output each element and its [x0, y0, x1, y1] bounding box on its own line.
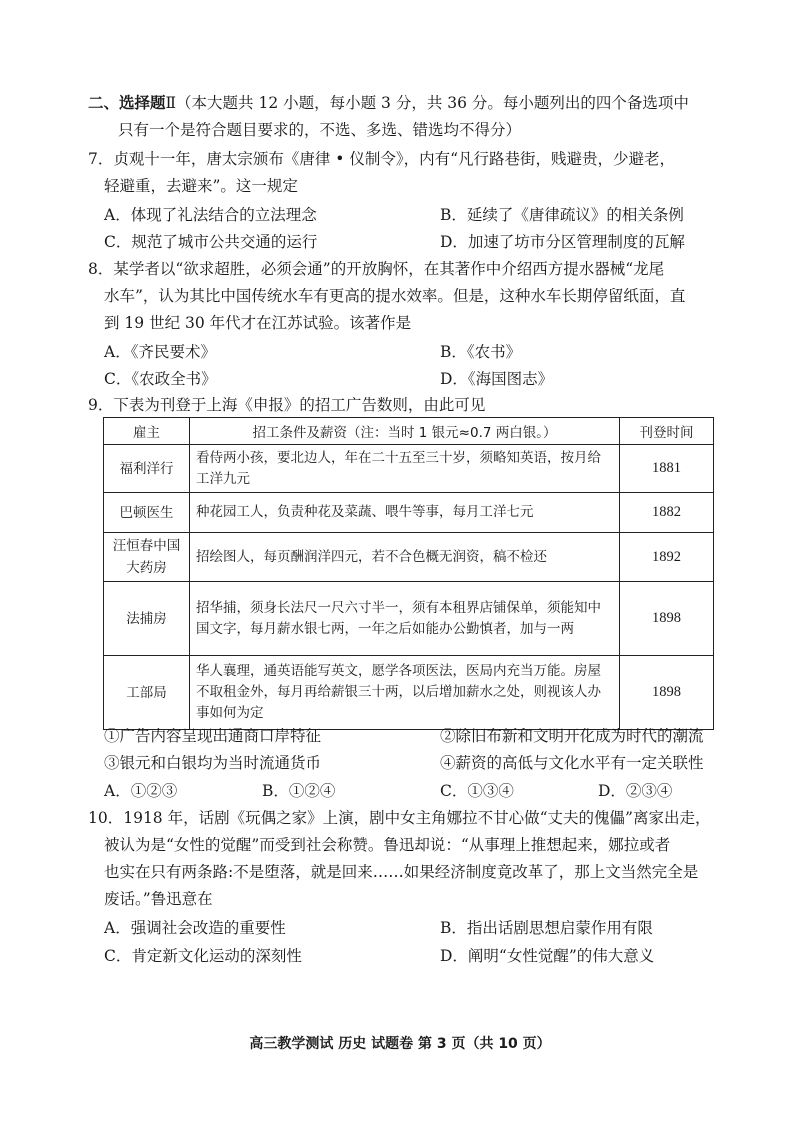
- q9-stem: 9．下表为刊登于上海《申报》的招工广告数则，由此可见: [88, 396, 486, 414]
- condition-cell: 招华捕，须身长法尺一尺六寸半一，须有本租界店铺保单，须能知中国文字，每月薪水银七两，一年之后如能办公勤慎者，加与一两: [190, 582, 620, 656]
- condition-cell: 华人襄理，通英语能写英文，愿学各项医法，医局内充当万能。房屋不取租金外，每月再给薪银三十两，以后增加薪水之处，则视该人办事如何为定: [190, 656, 620, 730]
- header-condition: 招工条件及薪资（注：当时 1 银元≈0.7 两白银。）: [190, 418, 620, 445]
- q8-stem-line1: 8．某学者以“欲求超胜，必须会通”的开放胸怀，在其著作中介绍西方提水器械“龙尾: [88, 260, 665, 278]
- q9-statement-1: ①广告内容呈现出通商口岸特征: [104, 727, 322, 745]
- q9-option-a: A．①②③: [104, 782, 178, 800]
- q8-option-b: B．《农书》: [440, 343, 522, 361]
- q10-stem-line2: 被认为是“女性的觉醒”而受到社会称赞。鲁迅却说：“从事理上推想起来，娜拉或者: [104, 836, 671, 854]
- q9-statement-4: ④薪资的高低与文化水平有一定关联性: [440, 754, 704, 772]
- date-cell: 1898: [620, 656, 714, 730]
- q7-option-b: B．延续了《唐律疏议》的相关条例: [440, 206, 684, 224]
- q9-option-b: B．①②④: [262, 782, 336, 800]
- header-date: 刊登时间: [620, 418, 714, 445]
- table-row: [104, 656, 714, 730]
- q10-option-b: B．指出话剧思想启蒙作用有限: [440, 919, 653, 937]
- date-cell: 1882: [620, 493, 714, 533]
- q8-option-c: C．《农政全书》: [104, 370, 217, 388]
- table-row: [104, 582, 714, 656]
- q10-option-c: C．肯定新文化运动的深刻性: [104, 947, 302, 965]
- job-ads-table: [103, 417, 714, 730]
- q10-stem-line3: 也实在只有两条路:不是堕落，就是回来……如果经济制度竟改革了，那上文当然完全是: [104, 863, 699, 881]
- condition-cell: 看侍两小孩，要北边人，年在二十五至三十岁，须略知英语，按月给工洋九元: [190, 445, 620, 493]
- employer-cell: 汪恒春中国大药房: [104, 533, 190, 582]
- employer-cell: 福利洋行: [104, 445, 190, 493]
- table-row: [104, 445, 714, 493]
- q8-option-a: A．《齐民要术》: [104, 343, 216, 361]
- q7-option-c: C．规范了城市公共交通的运行: [104, 233, 318, 251]
- section-instructions: 只有一个是符合题目要求的，不选、多选、错选均不得分）: [118, 121, 522, 139]
- employer-cell: 巴顿医生: [104, 493, 190, 533]
- date-cell: 1892: [620, 533, 714, 582]
- section-title-suffix: Ⅱ（本大题共 12 小题，每小题 3 分，共 36 分。每小题列出的四个备选项中: [165, 94, 689, 112]
- q7-option-d: D．加速了坊市分区管理制度的瓦解: [440, 233, 685, 251]
- q10-option-d: D．阐明“女性觉醒”的伟大意义: [440, 947, 655, 965]
- q8-option-d: D．《海国图志》: [440, 370, 554, 388]
- q9-option-d: D．②③④: [598, 782, 673, 800]
- section-heading: [88, 92, 689, 114]
- q9-option-c: C．①③④: [440, 782, 514, 800]
- q10-stem-line4: 废话。”鲁迅意在: [104, 890, 213, 908]
- condition-cell: 招绘图人，每页酬润洋四元，若不合色概无润资，稿不检还: [190, 533, 620, 582]
- q8-stem-line2: 水车”，认为其比中国传统水车有更高的提水效率。但是，这种水车长期停留纸面，直: [104, 287, 686, 305]
- section-title: 二、选择题: [88, 94, 166, 112]
- date-cell: 1881: [620, 445, 714, 493]
- q7-stem-line2: 轻避重，去避来”。这一规定: [104, 177, 298, 195]
- q7-stem-line1: 7．贞观十一年，唐太宗颁布《唐律 • 仪制令》，内有“凡行路巷街，贱避贵，少避老，: [88, 150, 676, 168]
- q9-statement-2: ②除旧布新和文明开化成为时代的潮流: [440, 727, 704, 745]
- q7-option-a: A．体现了礼法结合的立法理念: [104, 206, 317, 224]
- q9-statement-3: ③银元和白银均为当时流通货币: [104, 754, 322, 772]
- q10-stem-line1: 10．1918 年，话剧《玩偶之家》上演，剧中女主角娜拉不甘心做“丈夫的傀儡”离家出走，: [88, 809, 711, 827]
- employer-cell: 工部局: [104, 656, 190, 730]
- table-row: [104, 533, 714, 582]
- q10-option-a: A．强调社会改造的重要性: [104, 919, 286, 937]
- page-footer: 高三教学测试 历史 试题卷 第 3 页（共 10 页）: [249, 1036, 551, 1052]
- date-cell: 1898: [620, 582, 714, 656]
- table-row: [104, 493, 714, 533]
- condition-cell: 种花园工人，负责种花及菜蔬、喂牛等事，每月工洋七元: [190, 493, 620, 533]
- table-header-row: [104, 418, 714, 445]
- q8-stem-line3: 到 19 世纪 30 年代才在江苏试验。该著作是: [104, 314, 412, 332]
- header-employer: 雇主: [104, 418, 190, 445]
- employer-cell: 法捕房: [104, 582, 190, 656]
